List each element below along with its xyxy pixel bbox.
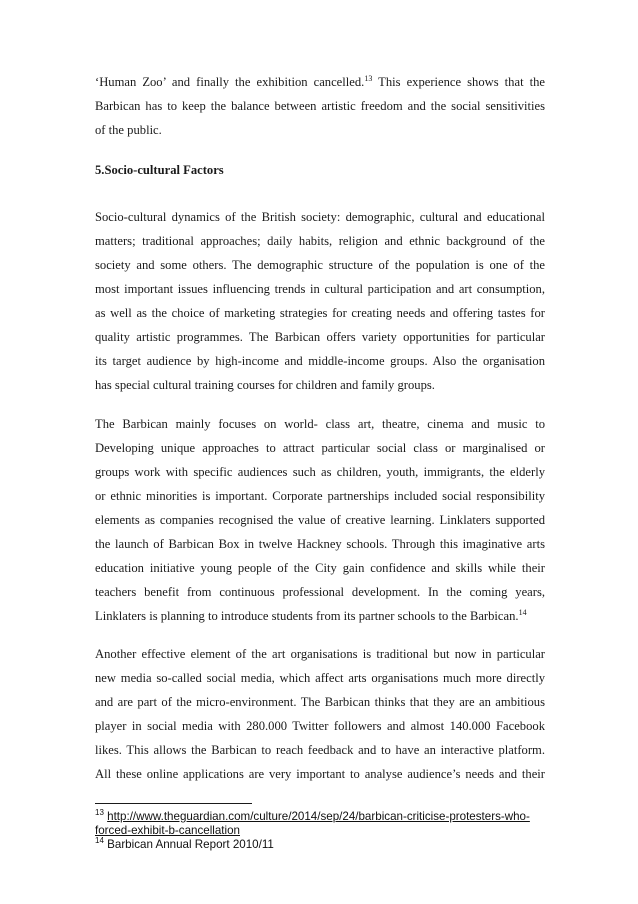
footnote-14-text: Barbican Annual Report 2010/11 xyxy=(107,838,274,851)
paragraph-4-line: and are part of the micro-environment. The Barbican thinks that they are an ambitious xyxy=(95,695,545,709)
paragraph-3-line: the launch of Barbican Box in twelve Hackney schools. Through this imaginative arts xyxy=(95,537,545,551)
paragraph-2-line: Socio-cultural dynamics of the British society: demographic, cultural and educational xyxy=(95,210,545,224)
paragraph-4-line: Another effective element of the art organisations is traditional but now in particular xyxy=(95,647,545,661)
paragraph-2-line: as well as the choice of marketing strategies for creating needs and offering tastes for xyxy=(95,306,545,320)
footnote-number: 13 xyxy=(95,808,104,818)
paragraph-3-line: education initiative young people of the City gain confidence and skills while their xyxy=(95,561,545,575)
footnote-ref-13[interactable]: 13 xyxy=(364,73,373,83)
footnote-divider xyxy=(95,803,252,804)
paragraph-2-line: its target audience by high-income and middle-income groups. Also the organisation xyxy=(95,354,545,368)
text-fragment: ‘Human Zoo’ and finally the exhibition cancelled. xyxy=(95,75,365,89)
footnote-number: 14 xyxy=(95,836,104,846)
paragraph-3-line: or ethnic minorities is important. Corporate partnerships included social responsibility xyxy=(95,489,545,503)
footnote-13 xyxy=(95,810,545,824)
paragraph-1-line-3: of the public. xyxy=(95,123,162,137)
paragraph-4-line: likes. This allows the Barbican to reach feedback and to have an interactive platform. xyxy=(95,743,545,757)
paragraph-3-line: teachers benefit from continuous professional development. In the coming years, xyxy=(95,585,545,599)
paragraph-1-line-2: Barbican has to keep the balance between artistic freedom and the social sensitivities xyxy=(95,99,545,113)
text-fragment: This experience shows that the xyxy=(372,75,546,89)
paragraph-3-line: The Barbican mainly focuses on world- class art, theatre, cinema and music to xyxy=(95,417,545,431)
paragraph-2-line: most important issues influencing trends in cultural participation and art consumption, xyxy=(95,282,545,296)
paragraph-4-line: player in social media with 280.000 Twitter followers and almost 140.000 Facebook xyxy=(95,719,545,733)
paragraph-2-line: society and some others. The demographic structure of the population is one of the xyxy=(95,258,545,272)
paragraph-3-line: groups work with specific audiences such as children, youth, immigrants, the elderly xyxy=(95,465,545,479)
footnote-13-link[interactable]: http://www.theguardian.com/culture/2014/sep/24/barbican-criticise-protesters-who- xyxy=(107,810,530,823)
footnote-13-link-continued[interactable]: forced-exhibit-b-cancellation xyxy=(95,824,240,837)
paragraph-1-line-1 xyxy=(95,74,545,90)
paragraph-2-line: matters; traditional approaches; daily habits, religion and ethnic background of the xyxy=(95,234,545,248)
paragraph-3-line: Developing unique approaches to attract particular social class or marginalised or xyxy=(95,441,545,455)
footnote-13-continued xyxy=(95,824,545,838)
paragraph-4-line: All these online applications are very important to analyse audience’s needs and their xyxy=(95,767,545,781)
paragraph-4-line: new media so-called social media, which affect arts organisations much more directly xyxy=(95,671,545,685)
paragraph-3-line: elements as companies recognised the value of creative learning. Linklaters supported xyxy=(95,513,545,527)
paragraph-2-line: quality artistic programmes. The Barbican offers variety opportunities for particular xyxy=(95,330,545,344)
section-heading: 5.Socio-cultural Factors xyxy=(95,163,224,177)
paragraph-2-line: has special cultural training courses for children and family groups. xyxy=(95,378,435,392)
footnote-ref-14[interactable]: 14 xyxy=(518,607,527,617)
footnote-14 xyxy=(95,838,545,852)
paragraph-3-line xyxy=(95,608,545,624)
text-fragment: Linklaters is planning to introduce students from its partner schools to the Barbican. xyxy=(95,609,519,623)
